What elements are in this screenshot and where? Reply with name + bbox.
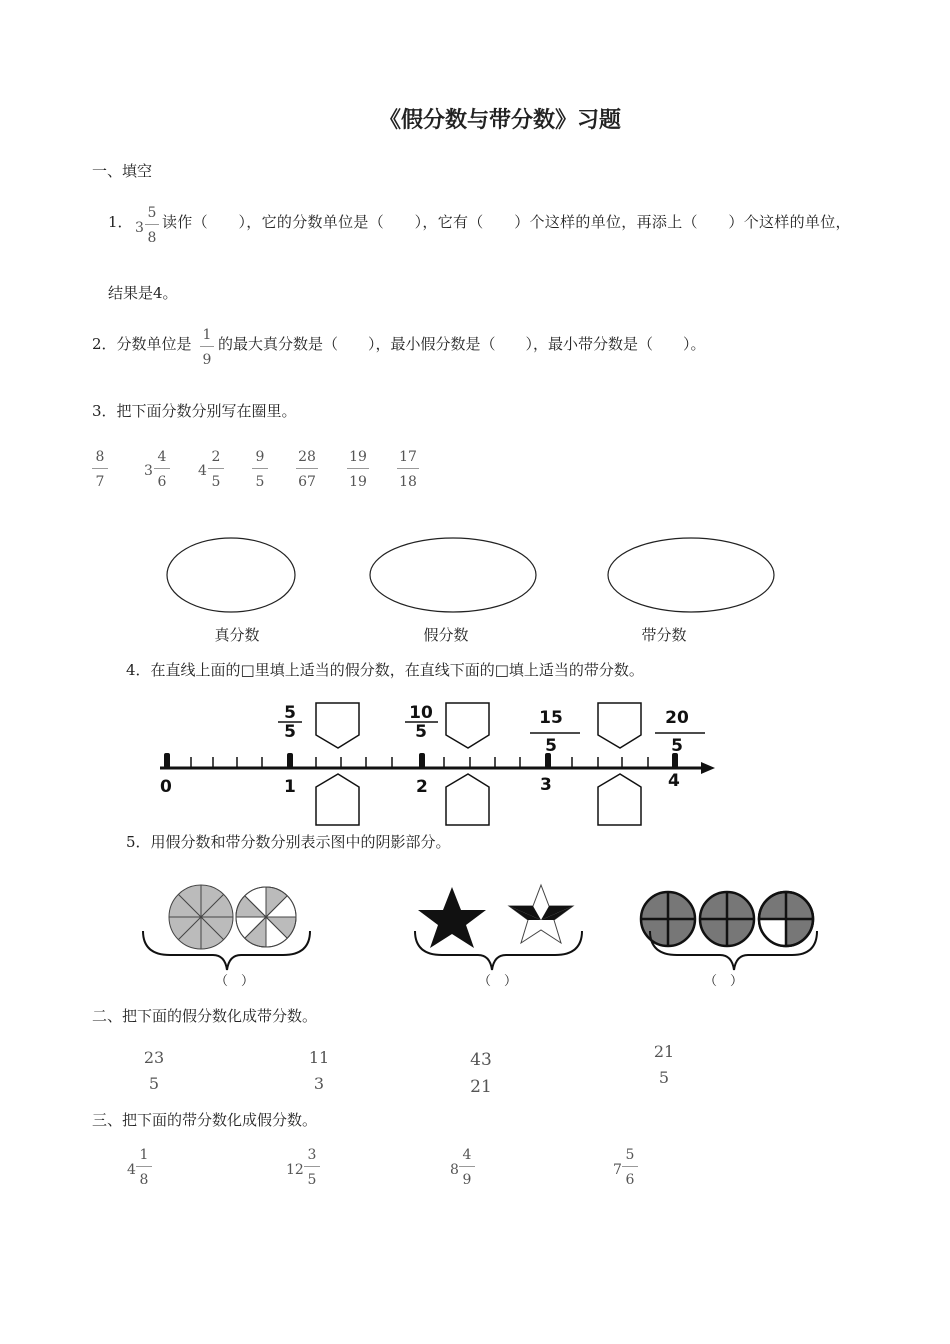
s2-fraction-2: 11 3 (308, 1048, 330, 1093)
section2-heading: 二、把下面的假分数化成带分数。 (92, 1007, 318, 1025)
q5-blank-2[interactable]: （ ） (478, 974, 518, 989)
section3-heading: 三、把下面的带分数化成假分数。 (92, 1111, 318, 1129)
s3-fraction-4: 5 6 (622, 1148, 638, 1187)
q1-continuation: 结果是4。 (108, 284, 178, 302)
star-figure (418, 885, 573, 948)
q3-fraction-2: 4 6 (154, 450, 170, 489)
top-frac-n-1: 5 (284, 703, 296, 723)
q3-circles (0, 530, 950, 625)
mixed-answer-box-2[interactable] (446, 774, 489, 825)
improper-answer-box-1[interactable] (316, 703, 359, 748)
q1-fraction: 5 8 (145, 206, 159, 245)
mixed-answer-box-1[interactable] (316, 774, 359, 825)
quarter-circles-figure (641, 892, 813, 946)
q3-fraction-4: 9 5 (252, 450, 268, 489)
tick-label-4: 4 (668, 771, 680, 791)
q3-whole-3: 4 (198, 463, 207, 479)
top-frac-d-2: 5 (415, 722, 427, 742)
label-proper-fraction: 真分数 (214, 626, 260, 644)
s2-fraction-4: 21 5 (653, 1042, 675, 1087)
improper-answer-box-2[interactable] (446, 703, 489, 748)
s3-fraction-1: 1 8 (136, 1148, 152, 1187)
q2-fraction: 1 9 (200, 328, 214, 367)
q1-number: 1． (108, 213, 133, 231)
improper-answer-box-3[interactable] (598, 703, 641, 748)
improper-fraction-circle[interactable] (370, 538, 536, 612)
q3-whole-2: 3 (144, 463, 153, 479)
s3-whole-2: 12 (286, 1162, 304, 1178)
tick-label-3: 3 (540, 775, 552, 795)
major-tick-0 (164, 753, 170, 768)
proper-fraction-circle[interactable] (167, 538, 295, 612)
page-title (0, 103, 950, 134)
top-frac-d-1: 5 (284, 722, 296, 742)
top-frac-n-2: 10 (409, 703, 433, 723)
q5-blank-1[interactable]: （ ） (215, 974, 255, 989)
q3-fraction-7: 17 18 (397, 450, 419, 489)
q2-text: 的最大真分数是（ ），最小假分数是（ ），最小带分数是（ ）。 (218, 335, 706, 353)
top-frac-d-4: 5 (671, 736, 683, 756)
q5-blank-3[interactable]: （ ） (704, 974, 744, 989)
q3-fraction-3: 2 5 (208, 450, 224, 489)
mixed-answer-box-3[interactable] (598, 774, 641, 825)
q2-prefix: 2．分数单位是 (92, 335, 192, 353)
top-frac-d-3: 5 (545, 736, 557, 756)
s3-whole-1: 4 (127, 1162, 136, 1178)
s3-whole-4: 7 (613, 1162, 622, 1178)
mixed-number-circle[interactable] (608, 538, 774, 612)
tick-label-0: 0 (160, 777, 172, 797)
label-mixed-number: 带分数 (641, 626, 687, 644)
q1-whole: 3 (135, 220, 144, 236)
section1-heading: 一、填空 (92, 162, 153, 180)
q1-text: 读作（ ），它的分数单位是（ ），它有（ ）个这样的单位，再添上（ ）个这样的单位， (162, 213, 851, 231)
s2-fraction-3: 43 21 (470, 1050, 492, 1097)
q5-figures (0, 875, 950, 995)
major-tick-1 (287, 753, 293, 768)
major-tick-2 (419, 753, 425, 768)
eighth-circles-figure (169, 885, 296, 949)
q3-fraction-5: 28 67 (296, 450, 318, 489)
top-frac-n-4: 20 (665, 708, 689, 728)
top-frac-n-3: 15 (539, 708, 563, 728)
q3-fraction-6: 19 19 (347, 450, 369, 489)
s3-fraction-3: 4 9 (459, 1148, 475, 1187)
title-text: 《假分数与带分数》习题 (378, 108, 621, 133)
number-line (0, 695, 950, 830)
s2-fraction-1: 23 5 (143, 1048, 165, 1093)
q5-text: 5．用假分数和带分数分别表示图中的阴影部分。 (126, 833, 451, 851)
tick-label-1: 1 (284, 777, 296, 797)
q3-text: 3．把下面分数分别写在圈里。 (92, 402, 297, 420)
s3-fraction-2: 3 5 (304, 1148, 320, 1187)
q4-text: 4．在直线上面的□里填上适当的假分数，在直线下面的□填上适当的带分数。 (126, 661, 644, 679)
s3-whole-3: 8 (450, 1162, 459, 1178)
label-improper-fraction: 假分数 (423, 626, 469, 644)
q3-fraction-1: 8 7 (92, 450, 108, 489)
tick-label-2: 2 (416, 777, 428, 797)
